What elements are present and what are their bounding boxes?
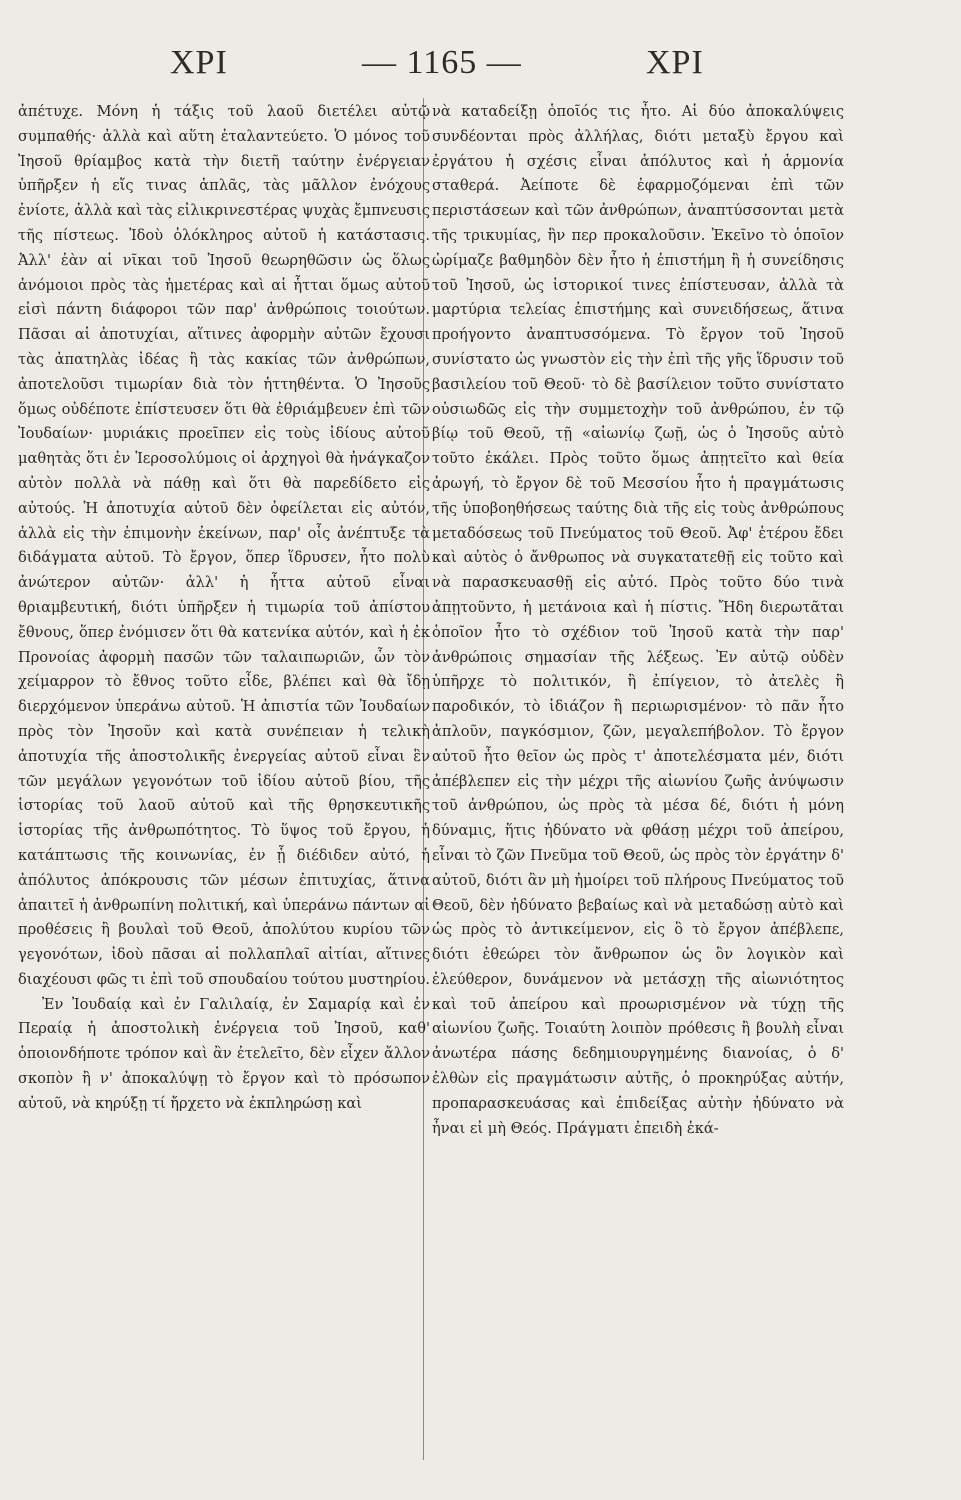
left-paragraph-1: ἀπέτυχε. Μόνη ἡ τάξις τοῦ λαοῦ διετέλει αὐτῷ συμπαθής· ἀλλὰ καὶ αὕτη ἐταλαντεύετο. Ὁ μόνος τοῦ Ἰησοῦ θρίαμβος κατὰ τὴν διετῆ ταύτην ἐνέργειαν ὑπῆρξεν ἡ εἴς τινας ἁπλᾶς, τὰς μᾶλλον ἐνόχους ἐνίοτε, ἀλλὰ καὶ τὰς εἰλικρινεστέρας ψυχὰς ἔμπνευσις τῆς πίστεως. Ἰδοὺ ὁλόκληρος αὐτοῦ ἡ κατάστασις. Ἀλλ' ἐὰν αἱ νῖκαι τοῦ Ἰησοῦ θεωρηθῶσιν ὡς ὅλως ἀνόμοιοι πρὸς τὰς ἡμετέρας καὶ αἱ ἧτται ὅμως αὐτοῦ εἰσὶ πάντη διάφοροι τῶν παρ' ἀνθρώποις τοιούτων. Πᾶσαι αἱ ἀποτυχίαι, αἵτινες ἀφορμὴν αὐτῶν ἔχουσι τὰς ἀπατηλὰς ἰδέας ἢ τὰς κακίας τῶν ἀνθρώπων, ἀποτελοῦσι τιμωρίαν διὰ τὸν ἡττηθέντα. Ὁ Ἰησοῦς ὅμως οὐδέποτε ἐπίστευσεν ὅτι θὰ ἐθριάμβευεν ἐπὶ τῶν Ἰουδαίων· μυριάκις προεῖπεν εἰς τοὺς ἰδίους αὐτοῦ μαθητὰς ὅτι ἐν Ἱεροσολύμοις οἱ ἀρχηγοὶ θὰ ἠνάγκαζον αὐτὸν πολλὰ νὰ πάθῃ καὶ ὅτι θὰ παρεδίδετο εἰς αὐτούς. Ἡ ἀποτυχία αὐτοῦ δὲν ὀφείλεται εἰς αὐτόν, ἀλλὰ εἰς τὴν ἐπιμονὴν ἐκείνων, παρ' οἷς ἀνέπτυξε τὰ διδάγματα αὐτοῦ. Τὸ ἔργον, ὅπερ ἵδρυσεν, ἦτο πολὺ ἀνώτερον αὐτῶν· ἀλλ' ἡ ἧττα αὐτοῦ εἶναι θριαμβευτική, διότι ὑπῆρξεν ἡ τιμωρία τοῦ ἀπίστου ἔθνους, ὅπερ ἐνόμισεν ὅτι θὰ κατενίκα αὐτόν, καὶ ἡ ἐκ Προνοίας ἀφορμὴ πασῶν τῶν ταλαιπωριῶν, ὧν τὸν χείμαρρον τὸ ἔθνος τοῦτο εἶδε, βλέπει καὶ θὰ ἴδῃ διερχόμενον ὑπεράνω αὐτοῦ. Ἡ ἀπιστία τῶν Ἰουδαίων πρὸς τὸν Ἰησοῦν καὶ κατὰ συνέπειαν ἡ τελικὴ ἀποτυχία τῆς ἀποστολικῆς ἐνεργείας αὐτοῦ εἶναι ἓν τῶν μεγάλων γεγονότων τοῦ ἰδίου αὐτοῦ βίου, τῆς ἱστορίας τοῦ λαοῦ αὐτοῦ καὶ τῆς θρησκευτικῆς ἱστορίας τῆς ἀνθρωπότητος. Τὸ ὕψος τοῦ ἔργου, ἡ κατάπτωσις τῆς κοινωνίας, ἐν ᾗ διέδιδεν αὐτό, ἡ ἀπόλυτος ἀπόκρουσις τῶν μέσων ἐπιτυχίας, ἅτινα ἀπαιτεῖ ἡ ἀνθρωπίνη πολιτική, καὶ ὑπεράνω πάντων αἱ προθέσεις ἢ βουλαὶ τοῦ Θεοῦ, ἀπολύτου κυρίου τῶν γεγονότων, ἰδοὺ πᾶσαι αἱ πολλαπλαῖ αἰτίαι, αἵτινες διαχέουσι φῶς τι ἐπὶ τοῦ σπουδαίου τούτου μυστηρίου. — [18, 103, 430, 988]
header-left-guideword: ΧΡΙ — [170, 44, 228, 81]
left-column — [18, 100, 430, 1117]
running-header — [0, 44, 961, 94]
header-right-guideword: ΧΡΙ — [646, 44, 704, 81]
right-column — [432, 100, 844, 1141]
left-paragraph-2: Ἐν Ἰουδαίᾳ καὶ ἐν Γαλιλαίᾳ, ἐν Σαμαρίᾳ καὶ ἐν Περαίᾳ ἡ ἀποστολικὴ ἐνέργεια τοῦ Ἰησοῦ, καθ' ὁποιονδήποτε τρόπον καὶ ἂν ἐτελεῖτο, δὲν εἶχεν ἄλλον σκοπὸν ἢ ν' ἀποκαλύψῃ τὸ ἔργον καὶ τὸ πρόσωπον αὐτοῦ, νὰ κηρύξῃ τί ἤρχετο νὰ ἐκπληρώσῃ καὶ — [18, 995, 430, 1112]
page-number: — 1165 — — [362, 44, 522, 81]
right-paragraph-1: νὰ καταδείξῃ ὁποῖός τις ἦτο. Αἱ δύο ἀποκαλύψεις συνδέονται πρὸς ἀλλήλας, διότι μεταξὺ ἔργου καὶ ἐργάτου ἡ σχέσις εἶναι ἀπόλυτος καὶ ἡ ἁρμονία σταθερά. Ἀείποτε δὲ ἐφαρμοζόμεναι ἐπὶ τῶν περιστάσεων καὶ τῶν ἀνθρώπων, ἀναπτύσσονται μετὰ τῆς τρικυμίας, ἣν περ προκαλοῦσιν. Ἐκεῖνο τὸ ὁποῖον ὡρίμαζε βαθμηδὸν δὲν ἦτο ἡ ἐπιστήμη ἢ ἡ συνείδησις τοῦ Ἰησοῦ, ὡς ἱστορικοί τινες ἐπίστευσαν, ἀλλὰ τὰ μαρτύρια τελείας ἐπιστήμης καὶ συνειδήσεως, ἅτινα προήγοντο ἀναπτυσσόμενα. Τὸ ἔργον τοῦ Ἰησοῦ συνίστατο ὡς γνωστὸν εἰς τὴν ἐπὶ τῆς γῆς ἵδρυσιν τοῦ βασιλείου τοῦ Θεοῦ· τὸ δὲ βασίλειον τοῦτο συνίστατο οὐσιωδῶς εἰς τὴν συμμετοχὴν τοῦ ἀνθρώπου, ἐν τῷ βίῳ τοῦ Θεοῦ, τῇ «αἰωνίῳ ζωῇ, ὡς ὁ Ἰησοῦς αὐτὸ τοῦτο ἐκάλει. Πρὸς τοῦτο ὅμως ἀπῃτεῖτο καὶ θεία ἀρωγή, τὸ ἔργον δὲ τοῦ Μεσσίου ἦτο ἡ πραγμάτωσις τῆς ὑποβοηθήσεως ταύτης διὰ τῆς εἰς τοὺς ἀνθρώπους μεταδόσεως τοῦ Πνεύματος τοῦ Θεοῦ. Ἀφ' ἑτέρου ἔδει καὶ αὐτὸς ὁ ἄνθρωπος νὰ συγκατατεθῇ εἰς τοῦτο καὶ νὰ παρασκευασθῇ εἰς αὐτό. Πρὸς τοῦτο δύο τινὰ ἀπῃτοῦντο, ἡ μετάνοια καὶ ἡ πίστις. Ἤδη διερωτᾶται ὁποῖον ἦτο τὸ σχέδιον τοῦ Ἰησοῦ κατὰ τὴν παρ' ἀνθρώποις σημασίαν τῆς λέξεως. Ἐν αὐτῷ οὐδὲν ὑπῆρχε τὸ πολιτικόν, ἢ ἐπίγειον, τὸ ἀτελὲς ἢ παροδικόν, τὸ ἰδιάζον ἢ περιωρισμένον· τὸ πᾶν ἦτο ἁπλοῦν, παγκόσμιον, ζῶν, μεγαλεπήβολον. Τὸ ἔργον αὐτοῦ ἦτο θεῖον ὡς πρὸς τ' ἀποτελέσματα μέν, διότι ἀπέβλεπεν εἰς τὴν μέχρι τῆς αἰωνίου ζωῆς ἀνύψωσιν τοῦ ἀνθρώπου, ὡς πρὸς τὰ μέσα δέ, διότι ἡ μόνη δύναμις, ἥτις ἠδύνατο νὰ φθάσῃ μέχρι τοῦ ἀπείρου, εἶναι τὸ ζῶν Πνεῦμα τοῦ Θεοῦ, ὡς πρὸς τὸν ἐργάτην δ' αὐτοῦ, διότι ἂν μὴ ἠμοίρει τοῦ πλήρους Πνεύματος τοῦ Θεοῦ, δὲν ἠδύνατο βεβαίως καὶ νὰ μεταδώσῃ αὐτὸ καὶ ὡς πρὸς τὸ ἀντικείμενον, εἰς ὃ τὸ ἔργον ἀπέβλεπε, διότι ἐθεώρει τὸν ἄνθρωπον ὡς ὂν λογικὸν καὶ ἐλεύθερον, δυνάμενον νὰ μετάσχῃ τῆς αἰωνιότητος καὶ τοῦ ἀπείρου καὶ προωρισμένον νὰ τύχῃ τῆς αἰωνίου ζωῆς. Τοιαύτη λοιπὸν πρόθεσις ἢ βουλὴ εἶναι ἀνωτέρα πάσης δεδημιουργημένης διανοίας, ὁ δ' ἐλθὼν εἰς πραγμάτωσιν αὐτῆς, ὁ προκηρύξας αὐτήν, προπαρασκευάσας καὶ ἐπιδείξας αὐτὴν ἠδύνατο νὰ ἦναι εἰ μὴ Θεός. Πράγματι ἐπειδὴ ἑκά- — [432, 103, 844, 1137]
